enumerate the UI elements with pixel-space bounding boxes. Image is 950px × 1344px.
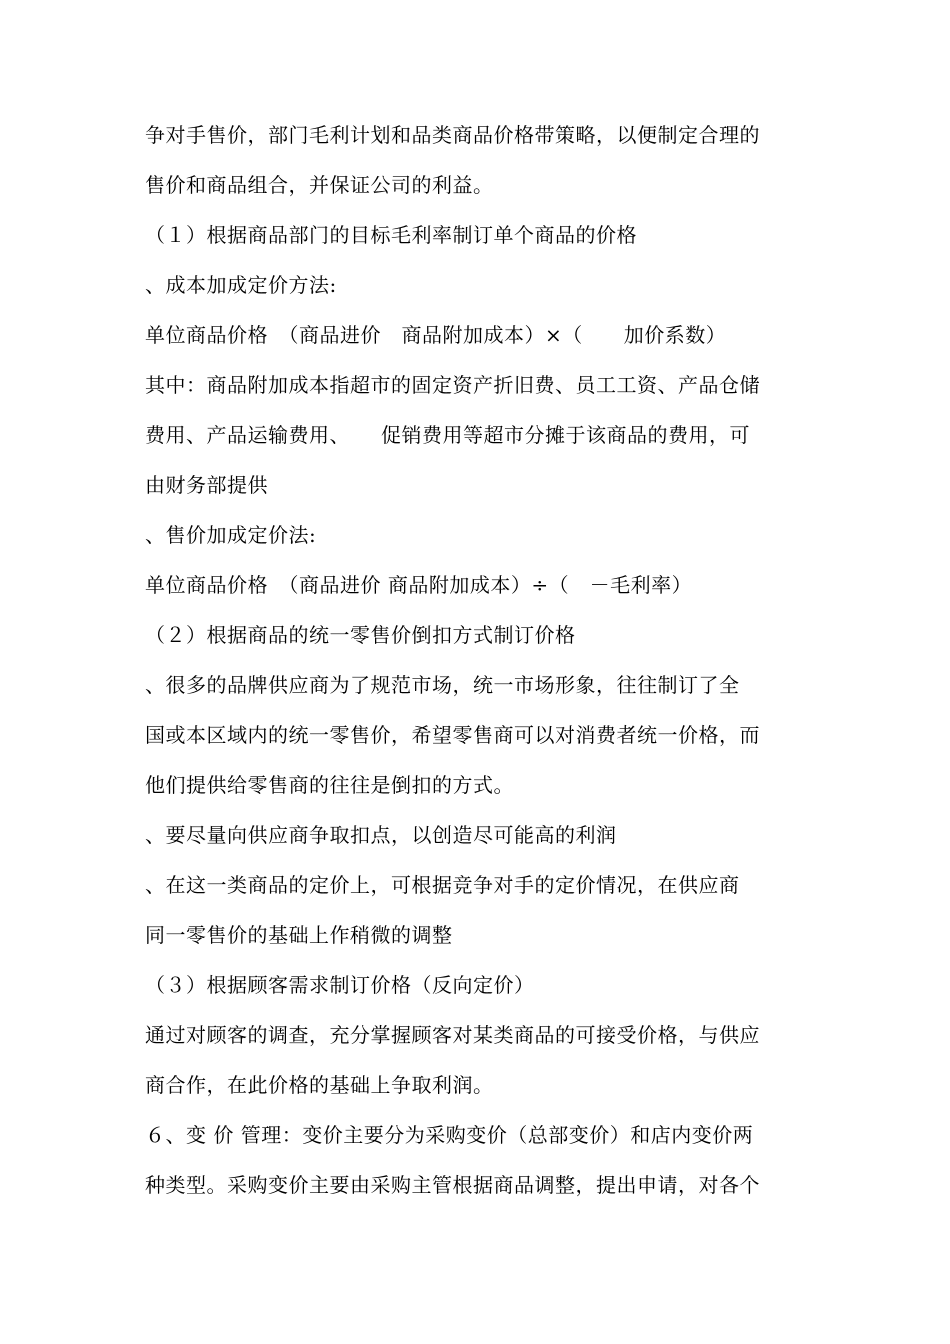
text-line: 国或本区域内的统一零售价，希望零售商可以对消费者统一价格，而 xyxy=(145,723,760,747)
text-line: 、售价加成定价法: xyxy=(145,523,317,547)
text-line: 售价和商品组合，并保证公司的利益。 xyxy=(145,173,494,197)
text-line: ６、变 价 管理：变价主要分为采购变价（总部变价）和店内变价两 xyxy=(145,1123,754,1147)
text-line: 其中：商品附加成本指超市的固定资产折旧费、员工工资、产品仓储 xyxy=(145,373,760,397)
text-line: 他们提供给零售商的往往是倒扣的方式。 xyxy=(145,773,514,797)
text-line: 通过对顾客的调查，充分掌握顾客对某类商品的可接受价格，与供应 xyxy=(145,1023,760,1047)
text-line: 由财务部提供 xyxy=(145,473,268,497)
text-line: 、成本加成定价方法: xyxy=(145,273,337,297)
text-line: 、要尽量向供应商争取扣点，以创造尽可能高的利润 xyxy=(145,823,617,847)
text-line: 种类型。采购变价主要由采购主管根据商品调整，提出申请，对各个 xyxy=(145,1173,760,1197)
text-line: 争对手售价，部门毛利计划和品类商品价格带策略，以便制定合理的 xyxy=(145,123,760,147)
text-line: 单位商品价格 （商品进价 商品附加成本）×（ 加价系数） xyxy=(145,323,727,347)
text-line: （２）根据商品的统一零售价倒扣方式制订价格 xyxy=(145,623,576,647)
text-line: （３）根据顾客需求制订价格（反向定价） xyxy=(145,973,535,997)
text-line: 商合作，在此价格的基础上争取利润。 xyxy=(145,1073,494,1097)
text-line: （１）根据商品部门的目标毛利率制订单个商品的价格 xyxy=(145,223,637,247)
text-line: 费用、产品运输费用、 促销费用等超市分摊于该商品的费用，可 xyxy=(145,423,750,447)
text-line: 单位商品价格 （商品进价 商品附加成本）÷（ －毛利率） xyxy=(145,573,693,597)
text-line: 同一零售价的基础上作稍微的调整 xyxy=(145,923,453,947)
text-line: 、很多的品牌供应商为了规范市场，统一市场形象，往往制订了全 xyxy=(145,673,740,697)
text-line: 、在这一类商品的定价上，可根据竞争对手的定价情况，在供应商 xyxy=(145,873,740,897)
